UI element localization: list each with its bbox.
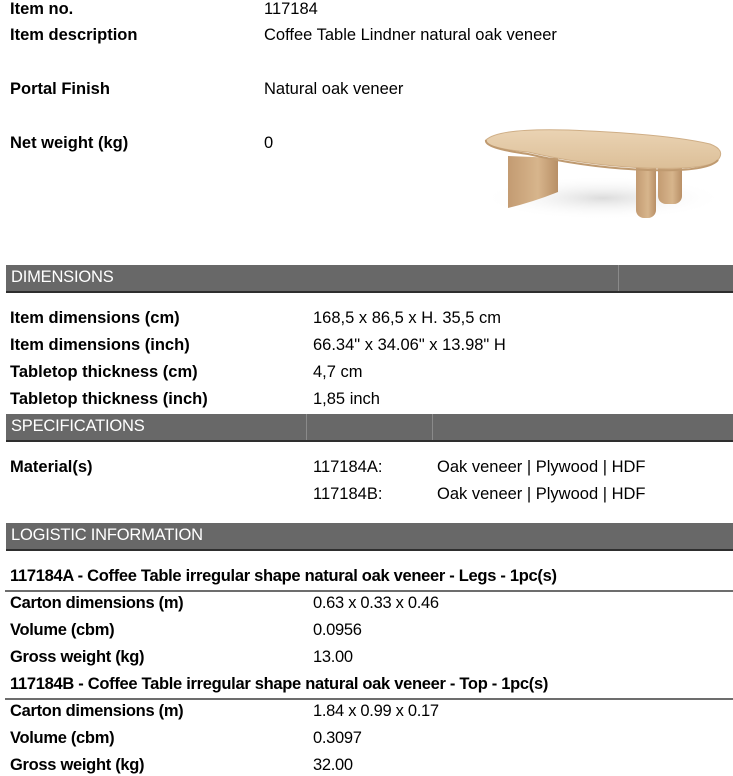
logistic-label: Volume (cbm) xyxy=(10,621,115,639)
divider xyxy=(5,698,733,700)
logistic-label: Carton dimensions (m) xyxy=(10,702,184,720)
specifications-section-header xyxy=(6,414,733,442)
logistic-label: Carton dimensions (m) xyxy=(10,594,184,612)
dimension-value: 168,5 x 86,5 x H. 35,5 cm xyxy=(313,309,502,327)
specifications-title: SPECIFICATIONS xyxy=(11,417,145,435)
package-heading: 117184A - Coffee Table irregular shape natural oak veneer - Legs - 1pc(s) xyxy=(10,567,557,585)
product-image xyxy=(478,118,728,223)
logistic-value: 1.84 x 0.99 x 0.17 xyxy=(313,702,439,720)
logistic-label: Gross weight (kg) xyxy=(10,648,145,666)
item-no-value: 117184 xyxy=(264,0,318,18)
logistic-value: 0.0956 xyxy=(313,621,362,639)
material-value: Oak veneer | Plywood | HDF xyxy=(437,458,646,476)
divider xyxy=(5,590,733,592)
item-description-label: Item description xyxy=(10,26,138,44)
portal-finish-value: Natural oak veneer xyxy=(264,80,404,98)
dimensions-section-header xyxy=(6,265,733,293)
dimension-value: 1,85 inch xyxy=(313,390,380,408)
net-weight-value: 0 xyxy=(264,134,274,152)
logistic-value: 32.00 xyxy=(313,756,353,774)
dimension-label: Tabletop thickness (cm) xyxy=(10,363,198,381)
dimension-label: Tabletop thickness (inch) xyxy=(10,390,208,408)
logistic-section-header xyxy=(6,523,733,551)
cell-divider xyxy=(432,414,433,440)
net-weight-label: Net weight (kg) xyxy=(10,134,129,152)
package-heading: 117184B - Coffee Table irregular shape natural oak veneer - Top - 1pc(s) xyxy=(10,675,549,693)
material-code: 117184A: xyxy=(313,458,383,476)
item-no-label: Item no. xyxy=(10,0,74,18)
materials-label: Material(s) xyxy=(10,458,93,476)
logistic-title: LOGISTIC INFORMATION xyxy=(11,526,203,544)
dimension-label: Item dimensions (cm) xyxy=(10,309,180,327)
material-code: 117184B: xyxy=(313,485,383,503)
dimension-value: 4,7 cm xyxy=(313,363,363,381)
cell-divider xyxy=(618,265,619,291)
material-value: Oak veneer | Plywood | HDF xyxy=(437,485,646,503)
logistic-label: Gross weight (kg) xyxy=(10,756,145,774)
logistic-label: Volume (cbm) xyxy=(10,729,115,747)
logistic-value: 0.63 x 0.33 x 0.46 xyxy=(313,594,439,612)
dimensions-title: DIMENSIONS xyxy=(11,268,114,286)
dimension-value: 66.34" x 34.06" x 13.98" H xyxy=(313,336,506,354)
portal-finish-label: Portal Finish xyxy=(10,80,110,98)
item-description-value: Coffee Table Lindner natural oak veneer xyxy=(264,26,557,44)
cell-divider xyxy=(306,414,307,440)
logistic-value: 0.3097 xyxy=(313,729,362,747)
logistic-value: 13.00 xyxy=(313,648,353,666)
dimension-label: Item dimensions (inch) xyxy=(10,336,190,354)
